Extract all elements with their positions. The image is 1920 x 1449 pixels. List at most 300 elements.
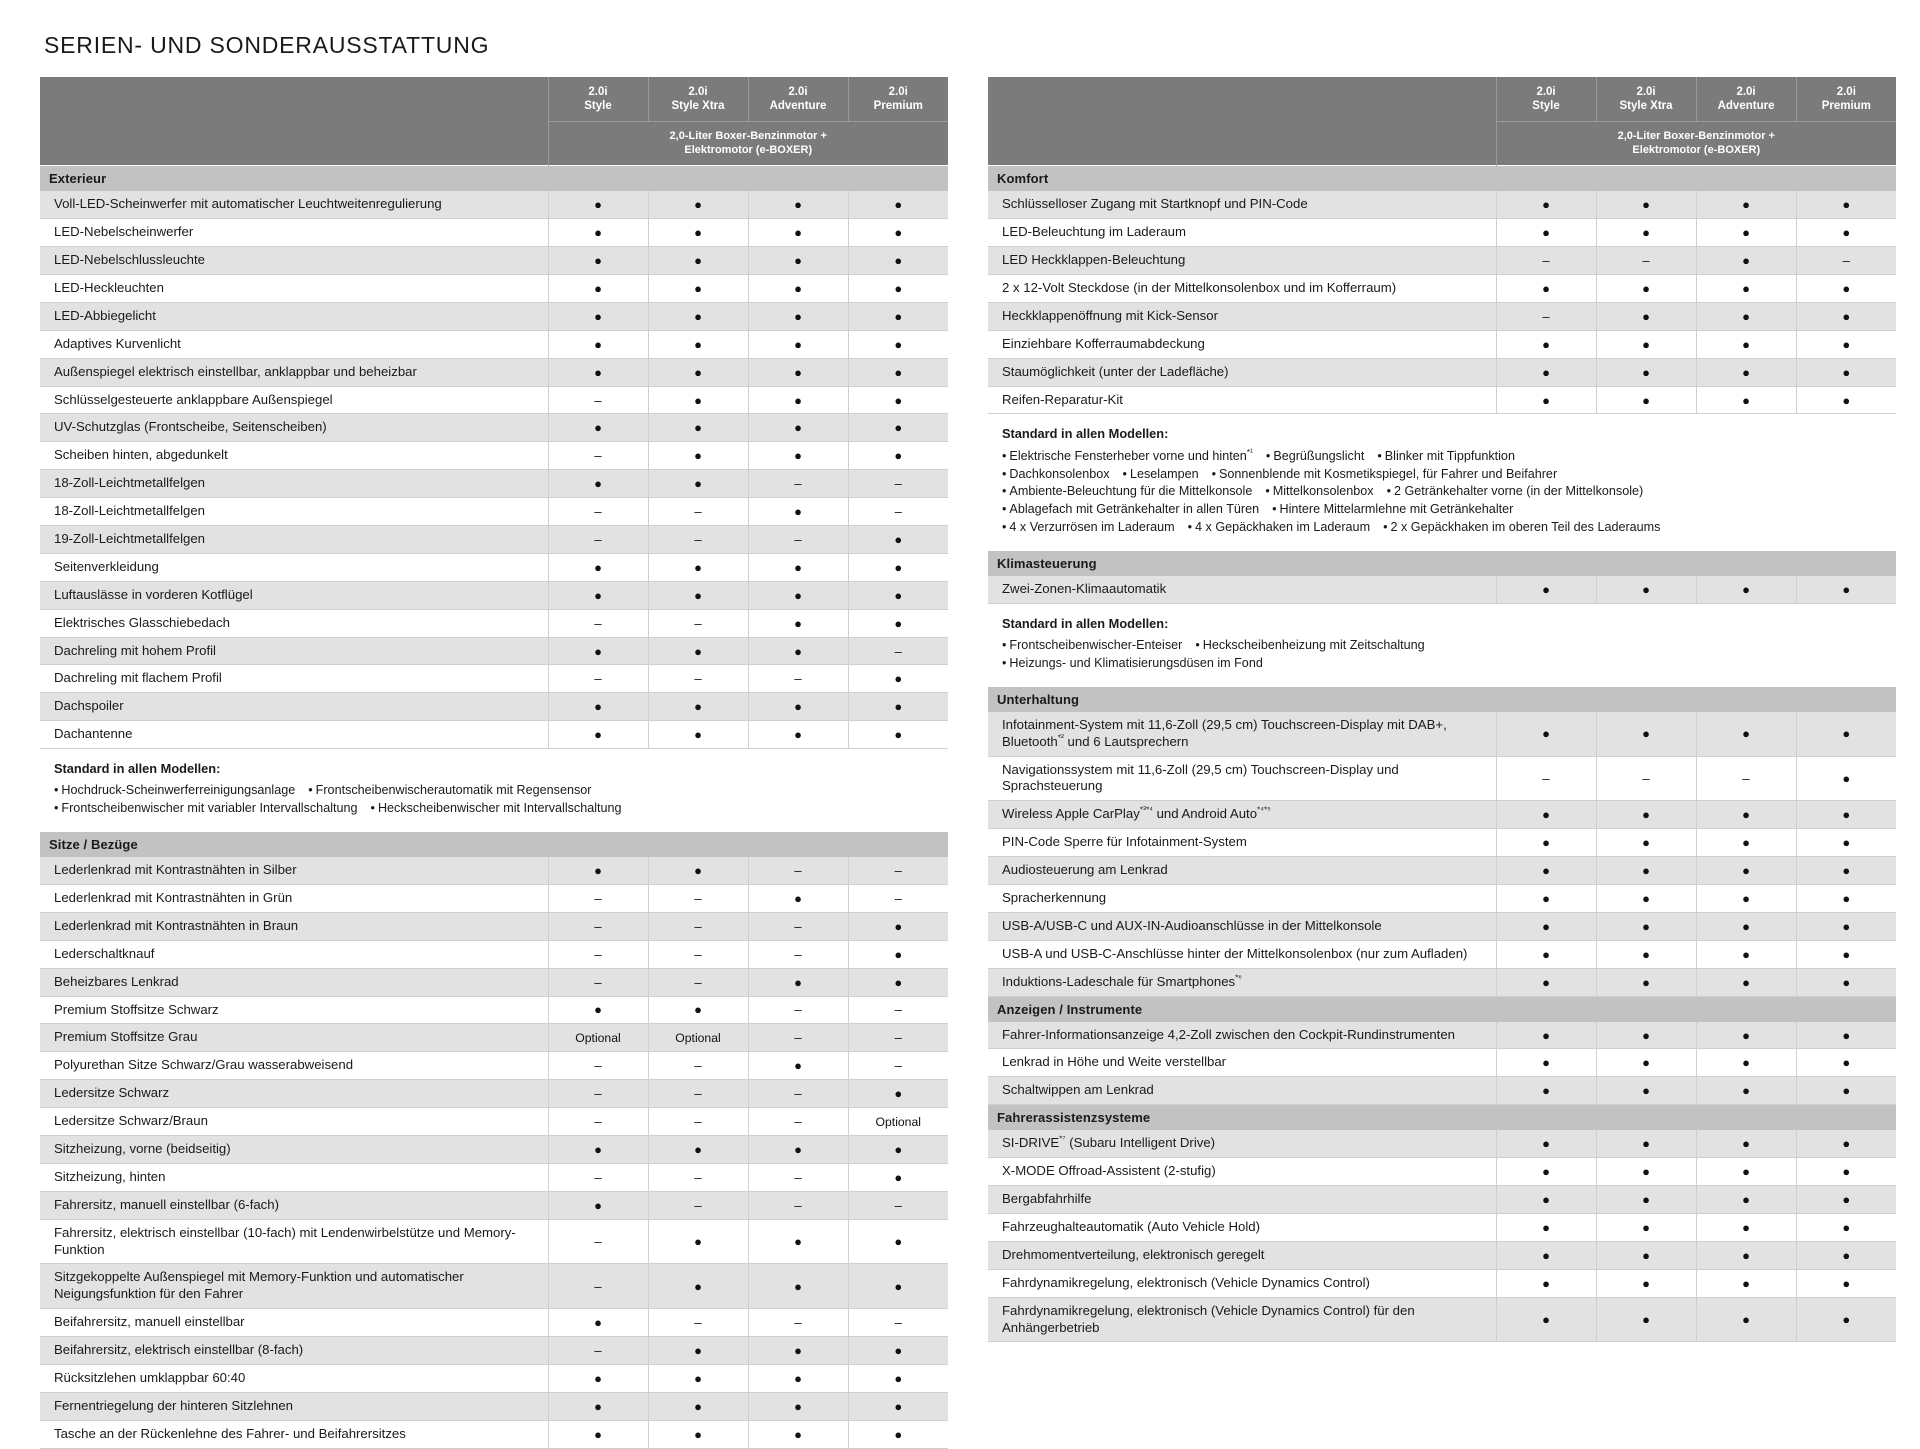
standard-marker: ● [1642, 197, 1650, 213]
spec-cell [648, 275, 748, 303]
feature-label: Rücksitzlehen umklappbar 60:40 [40, 1364, 548, 1392]
spec-cell [1596, 219, 1696, 247]
spec-cell [548, 1191, 648, 1219]
standard-marker: ● [894, 1370, 903, 1386]
spec-cell [548, 275, 648, 303]
table-row [40, 940, 948, 968]
engine-banner-line-1: 2,0-Liter Boxer-Benzinmotor + [669, 129, 827, 142]
spec-cell [1796, 1158, 1896, 1186]
table-row [988, 1158, 1896, 1186]
optional-marker: Optional [675, 1031, 721, 1046]
table-row [40, 498, 948, 526]
spec-cell [1496, 191, 1596, 218]
table-row [40, 1080, 948, 1108]
table-row [988, 576, 1896, 603]
standard-marker: ● [1742, 1219, 1750, 1235]
table-row [40, 609, 948, 637]
spec-cell [648, 470, 748, 498]
spec-cell [748, 442, 848, 470]
note-item-text: Ambiente-Beleuchtung für die Mittelkonsole [1009, 484, 1253, 499]
not-available-marker: – [1642, 770, 1650, 786]
spec-cell [748, 219, 848, 247]
feature-label: LED-Nebelschlussleuchte [40, 247, 548, 275]
spec-cell [848, 219, 948, 247]
feature-label: Lederschaltknauf [40, 940, 548, 968]
spec-cell [648, 414, 748, 442]
standard-marker: ● [894, 615, 903, 631]
standard-marker: ● [594, 1315, 602, 1331]
table-row [40, 1163, 948, 1191]
standard-marker: ● [794, 392, 802, 408]
note-bullet-icon: • [1002, 655, 1007, 670]
spec-cell [648, 1264, 748, 1309]
spec-cell [548, 940, 648, 968]
spec-cell [1696, 940, 1796, 968]
table-row [40, 721, 948, 749]
standard-marker: ● [1642, 364, 1650, 380]
spec-cell [848, 1309, 948, 1337]
column-header-model-1 [1496, 77, 1596, 121]
spec-cell [648, 498, 748, 526]
table-row [40, 1337, 948, 1365]
feature-label: Audiosteuerung am Lenkrad [988, 857, 1496, 885]
spec-cell [848, 1135, 948, 1163]
not-available-marker: – [594, 1086, 602, 1102]
not-available-marker: – [794, 476, 802, 492]
spec-cell [1696, 302, 1796, 330]
spec-cell [1596, 1297, 1696, 1342]
spec-cell [548, 1163, 648, 1191]
table-row [988, 1022, 1896, 1049]
note-bullet-icon: • [1002, 466, 1007, 481]
standard-marker: ● [694, 253, 702, 269]
spec-cell [848, 1392, 948, 1420]
spec-cell [1496, 302, 1596, 330]
standard-marker: ● [694, 1141, 702, 1157]
spec-cell [1796, 885, 1896, 913]
feature-label: Elektrisches Glasschiebedach [40, 609, 548, 637]
not-available-marker: – [594, 1114, 602, 1130]
spec-cell [1596, 302, 1696, 330]
spec-cell [1696, 1022, 1796, 1049]
header-spacer [40, 77, 548, 121]
optional-marker: Optional [575, 1031, 621, 1046]
note-item-text: Hochdruck-Scheinwerferreinigungsanlage [61, 783, 296, 798]
spec-cell [1696, 1213, 1796, 1241]
spec-cell [848, 1337, 948, 1365]
standard-marker: ● [1742, 1136, 1750, 1152]
spec-cell [848, 302, 948, 330]
not-available-marker: – [894, 1197, 902, 1213]
feature-label: Seitenverkleidung [40, 553, 548, 581]
standard-marker: ● [894, 253, 903, 269]
standard-marker: ● [1642, 835, 1650, 851]
standard-marker: ● [1842, 835, 1851, 851]
spec-cell [848, 1163, 948, 1191]
spec-cell [748, 721, 848, 749]
spec-cell [1696, 968, 1796, 996]
spec-cell [1796, 358, 1896, 386]
table-row [988, 386, 1896, 414]
spec-cell [1496, 1022, 1596, 1049]
not-available-marker: – [894, 504, 902, 520]
standard-marker: ● [594, 225, 602, 241]
note-bullet-icon: • [54, 783, 59, 798]
not-available-marker: – [794, 1169, 802, 1185]
standard-marker: ● [694, 699, 702, 715]
feature-label: Infotainment-System mit 11,6-Zoll (29,5 cm) Touchscreen-Display mit DAB+, Bluetooth$^{*^2}$ und 6 Lautsprechern [988, 712, 1496, 756]
standard-marker: ● [1842, 1055, 1851, 1071]
spec-cell [848, 1024, 948, 1052]
not-available-marker: – [694, 890, 702, 906]
standard-marker: ● [694, 308, 702, 324]
spec-cell [648, 609, 748, 637]
feature-label: Fahrersitz, elektrisch einstellbar (10-fach) mit Lendenwirbelstütze und Memory-Funktion [40, 1219, 548, 1264]
standard-marker: ● [594, 420, 602, 436]
engine-type-banner [548, 121, 948, 166]
spec-cell [1596, 756, 1696, 801]
note-item-text: Elektrische Fensterheber vorne und hinten$^{*^1}$ [1009, 446, 1253, 463]
standard-marker: ● [594, 863, 602, 878]
not-available-marker: – [594, 946, 602, 962]
spec-cell [1796, 968, 1896, 996]
standard-marker: ● [1842, 336, 1851, 352]
not-available-marker: – [894, 1030, 902, 1046]
spec-cell [548, 637, 648, 665]
spec-cell [748, 247, 848, 275]
spec-cell [548, 1309, 648, 1337]
standard-marker: ● [594, 699, 602, 715]
spec-cell [548, 1108, 648, 1136]
standard-marker: ● [594, 1002, 602, 1018]
model-engine-label: 2.0i [588, 86, 608, 98]
not-available-marker: – [794, 1197, 802, 1213]
spec-cell [748, 553, 848, 581]
feature-label: Dachantenne [40, 721, 548, 749]
standard-marker: ● [1542, 336, 1550, 352]
spec-cell [648, 996, 748, 1024]
spec-cell [648, 526, 748, 554]
note-bullet-icon: • [1211, 466, 1217, 481]
table-row [988, 302, 1896, 330]
spec-cell [1496, 940, 1596, 968]
not-available-marker: – [594, 1343, 602, 1359]
spec-cell [1496, 1077, 1596, 1105]
standard-marker: ● [1542, 1247, 1550, 1263]
spec-cell [748, 968, 848, 996]
engine-banner-line-1: 2,0-Liter Boxer-Benzinmotor + [1617, 129, 1775, 142]
table-row [40, 1191, 948, 1219]
spec-cell [848, 912, 948, 940]
spec-cell [1796, 756, 1896, 801]
standard-marker: ● [1842, 581, 1851, 597]
left-table-column [40, 77, 948, 1449]
note-bullet-icon: • [1122, 466, 1127, 481]
standard-marker: ● [694, 643, 702, 659]
standard-marker: ● [794, 1058, 802, 1074]
standard-marker: ● [1642, 1055, 1650, 1071]
spec-cell [748, 414, 848, 442]
spec-cell [548, 581, 648, 609]
standard-marker: ● [1642, 946, 1650, 962]
spec-cell [548, 526, 648, 554]
spec-cell [1496, 386, 1596, 414]
not-available-marker: – [694, 1197, 702, 1213]
spec-cell [1596, 358, 1696, 386]
spec-cell [848, 247, 948, 275]
feature-label: Fahrer-Informationsanzeige 4,2-Zoll zwischen den Cockpit-Rundinstrumenten [988, 1022, 1496, 1049]
spec-cell [648, 1392, 748, 1420]
standard-marker: ● [594, 727, 602, 743]
table-row [988, 912, 1896, 940]
spec-cell [648, 1219, 748, 1264]
standard-marker: ● [1642, 1312, 1650, 1327]
standard-marker: ● [1542, 364, 1550, 380]
spec-cell [648, 358, 748, 386]
not-available-marker: – [794, 918, 802, 934]
standard-marker: ● [1642, 581, 1650, 597]
standard-marker: ● [894, 1086, 903, 1102]
table-row [40, 693, 948, 721]
spec-cell [848, 414, 948, 442]
standard-marker: ● [594, 308, 602, 324]
spec-cell [1696, 801, 1796, 829]
section-title: Sitze / Bezüge [40, 832, 948, 858]
standard-marker: ● [794, 1426, 802, 1442]
feature-label: UV-Schutzglas (Frontscheibe, Seitenscheiben) [40, 414, 548, 442]
standard-marker: ● [794, 587, 802, 603]
column-header-model-4 [1796, 77, 1896, 121]
feature-label: Sitzheizung, hinten [40, 1163, 548, 1191]
right-spec-table [988, 77, 1896, 1342]
note-item-text: Sonnenblende mit Kosmetikspiegel, für Fahrer und Beifahrer [1219, 466, 1558, 481]
model-engine-label: 2.0i [888, 86, 908, 98]
spec-cell [648, 330, 748, 358]
spec-cell [1596, 1186, 1696, 1214]
spec-cell [1796, 576, 1896, 603]
standard-marker: ● [1742, 1312, 1750, 1327]
spec-cell [1696, 1130, 1796, 1157]
not-available-marker: – [794, 1030, 802, 1046]
standard-marker: ● [794, 699, 802, 715]
spec-cell [748, 470, 848, 498]
model-engine-label: 2.0i [1836, 86, 1856, 98]
spec-cell [1796, 1213, 1896, 1241]
spec-cell [748, 1080, 848, 1108]
section-header-row [40, 166, 948, 192]
not-available-marker: – [594, 1278, 602, 1294]
table-row [988, 191, 1896, 218]
spec-cell [1796, 857, 1896, 885]
feature-label: 18-Zoll-Leichtmetallfelgen [40, 498, 548, 526]
spec-cell [1496, 885, 1596, 913]
spec-cell [648, 581, 748, 609]
spec-cell [548, 1080, 648, 1108]
not-available-marker: – [1842, 253, 1850, 269]
standard-marker: ● [594, 1426, 602, 1442]
spec-cell [848, 1264, 948, 1309]
spec-cell [648, 857, 748, 884]
two-column-layout [40, 77, 1880, 1449]
table-row [40, 414, 948, 442]
spec-cell [648, 247, 748, 275]
spec-cell [1596, 857, 1696, 885]
standard-marker: ● [894, 946, 903, 962]
spec-cell [1796, 1297, 1896, 1342]
feature-label: Adaptives Kurvenlicht [40, 330, 548, 358]
spec-table [40, 831, 948, 1449]
standard-marker: ● [794, 364, 802, 380]
standard-marker: ● [1542, 392, 1550, 408]
table-row [40, 1364, 948, 1392]
spec-cell [1796, 912, 1896, 940]
note-item-text: Heckscheibenwischer mit Intervallschaltung [377, 801, 622, 816]
standard-marker: ● [1742, 863, 1750, 879]
note-line [1002, 466, 1892, 484]
note-item-text: Frontscheibenwischerautomatik mit Regensensor [315, 783, 592, 798]
feature-label: Lederlenkrad mit Kontrastnähten in Grün [40, 884, 548, 912]
spec-cell [848, 1052, 948, 1080]
note-line [1002, 501, 1892, 519]
spec-cell [1696, 576, 1796, 603]
spec-cell [1796, 1077, 1896, 1105]
spec-cell [1696, 358, 1796, 386]
section-header-row [988, 686, 1896, 712]
standard-marker: ● [1742, 946, 1750, 962]
standard-marker: ● [1742, 1275, 1750, 1291]
standard-marker: ● [594, 1370, 602, 1386]
spec-cell [1596, 912, 1696, 940]
spec-cell [548, 191, 648, 218]
note-bullet-icon: • [308, 783, 313, 798]
standard-marker: ● [1742, 726, 1750, 742]
standard-marker: ● [694, 1398, 702, 1414]
standard-marker: ● [894, 559, 903, 575]
feature-label: Dachreling mit hohem Profil [40, 637, 548, 665]
spec-cell [748, 330, 848, 358]
section-title: Anzeigen / Instrumente [988, 996, 1896, 1022]
spec-cell [1696, 1077, 1796, 1105]
standard-marker: ● [1842, 197, 1851, 213]
feature-label: USB-A und USB-C-Anschlüsse hinter der Mittelkonsolenbox (nur zum Aufladen) [988, 940, 1496, 968]
standard-marker: ● [594, 364, 602, 380]
spec-cell [1696, 829, 1796, 857]
standard-marker: ● [1542, 1055, 1550, 1071]
table-row [988, 1297, 1896, 1342]
table-row [988, 857, 1896, 885]
spec-cell [1696, 857, 1796, 885]
spec-cell [548, 968, 648, 996]
spec-cell [848, 191, 948, 218]
table-row [988, 1269, 1896, 1297]
spec-cell [1596, 885, 1696, 913]
feature-label: Luftauslässe in vorderen Kotflügel [40, 581, 548, 609]
spec-cell [748, 526, 848, 554]
standard-marker: ● [594, 1141, 602, 1157]
spec-cell [748, 1191, 848, 1219]
table-row [40, 1420, 948, 1448]
spec-cell [1596, 1241, 1696, 1269]
standard-marker: ● [1542, 1191, 1550, 1207]
spec-cell [1696, 1241, 1796, 1269]
model-trim-label: Premium [1821, 100, 1871, 113]
engine-banner-line-2: Elektromotor (e-BOXER) [684, 144, 813, 157]
standard-marker: ● [1842, 1312, 1851, 1327]
spec-cell [848, 693, 948, 721]
spec-cell [548, 609, 648, 637]
spec-cell [1796, 191, 1896, 218]
standard-marker: ● [794, 225, 802, 241]
spec-cell [1796, 940, 1896, 968]
spec-cell [1796, 247, 1896, 275]
standard-marker: ● [1842, 364, 1851, 380]
not-available-marker: – [594, 918, 602, 934]
spec-cell [1796, 1022, 1896, 1049]
table-header [40, 77, 948, 166]
standard-marker: ● [1542, 197, 1550, 213]
feature-label: Staumöglichkeit (unter der Ladefläche) [988, 358, 1496, 386]
standard-marker: ● [794, 420, 802, 436]
model-engine-label: 2.0i [1536, 86, 1556, 98]
column-header-model-4 [848, 77, 948, 121]
not-available-marker: – [594, 890, 602, 906]
spec-cell [548, 219, 648, 247]
standard-marker: ● [694, 559, 702, 575]
spec-cell [1796, 829, 1896, 857]
note-item-text: Frontscheibenwischer mit variabler Intervallschaltung [61, 801, 358, 816]
feature-label: Fahrersitz, manuell einstellbar (6-fach) [40, 1191, 548, 1219]
spec-cell [648, 442, 748, 470]
not-available-marker: – [794, 1086, 802, 1102]
note-item-text: Ablagefach mit Getränkehalter in allen Türen [1009, 502, 1260, 517]
spec-cell [1696, 247, 1796, 275]
right-table-column [988, 77, 1896, 1342]
table-row [988, 1186, 1896, 1214]
spec-cell [1496, 330, 1596, 358]
spec-cell [1496, 712, 1596, 756]
spec-cell [648, 1309, 748, 1337]
table-row [988, 1077, 1896, 1105]
table-header [988, 77, 1896, 166]
spec-cell [1796, 1269, 1896, 1297]
standard-marker: ● [694, 476, 702, 492]
not-available-marker: – [694, 946, 702, 962]
standard-marker: ● [1542, 1164, 1550, 1180]
spec-cell [748, 302, 848, 330]
spec-cell [1696, 275, 1796, 303]
spec-cell [1596, 191, 1696, 218]
spec-cell [548, 1337, 648, 1365]
standard-marker: ● [894, 1398, 903, 1414]
not-available-marker: – [594, 1058, 602, 1074]
standard-marker: ● [1742, 280, 1750, 296]
spec-table [988, 550, 1896, 604]
section-header-row [988, 1105, 1896, 1131]
spec-cell [1496, 756, 1596, 801]
not-available-marker: – [894, 1002, 902, 1018]
spec-cell [1696, 330, 1796, 358]
table-row [988, 1049, 1896, 1077]
table-row [40, 219, 948, 247]
spec-cell [748, 857, 848, 884]
standard-marker: ● [694, 587, 702, 603]
spec-cell [548, 857, 648, 884]
table-row [40, 665, 948, 693]
standard-marker: ● [1542, 974, 1550, 990]
spec-cell [1796, 712, 1896, 756]
note-bullet-icon: • [1265, 448, 1271, 463]
standard-marker: ● [794, 448, 802, 464]
